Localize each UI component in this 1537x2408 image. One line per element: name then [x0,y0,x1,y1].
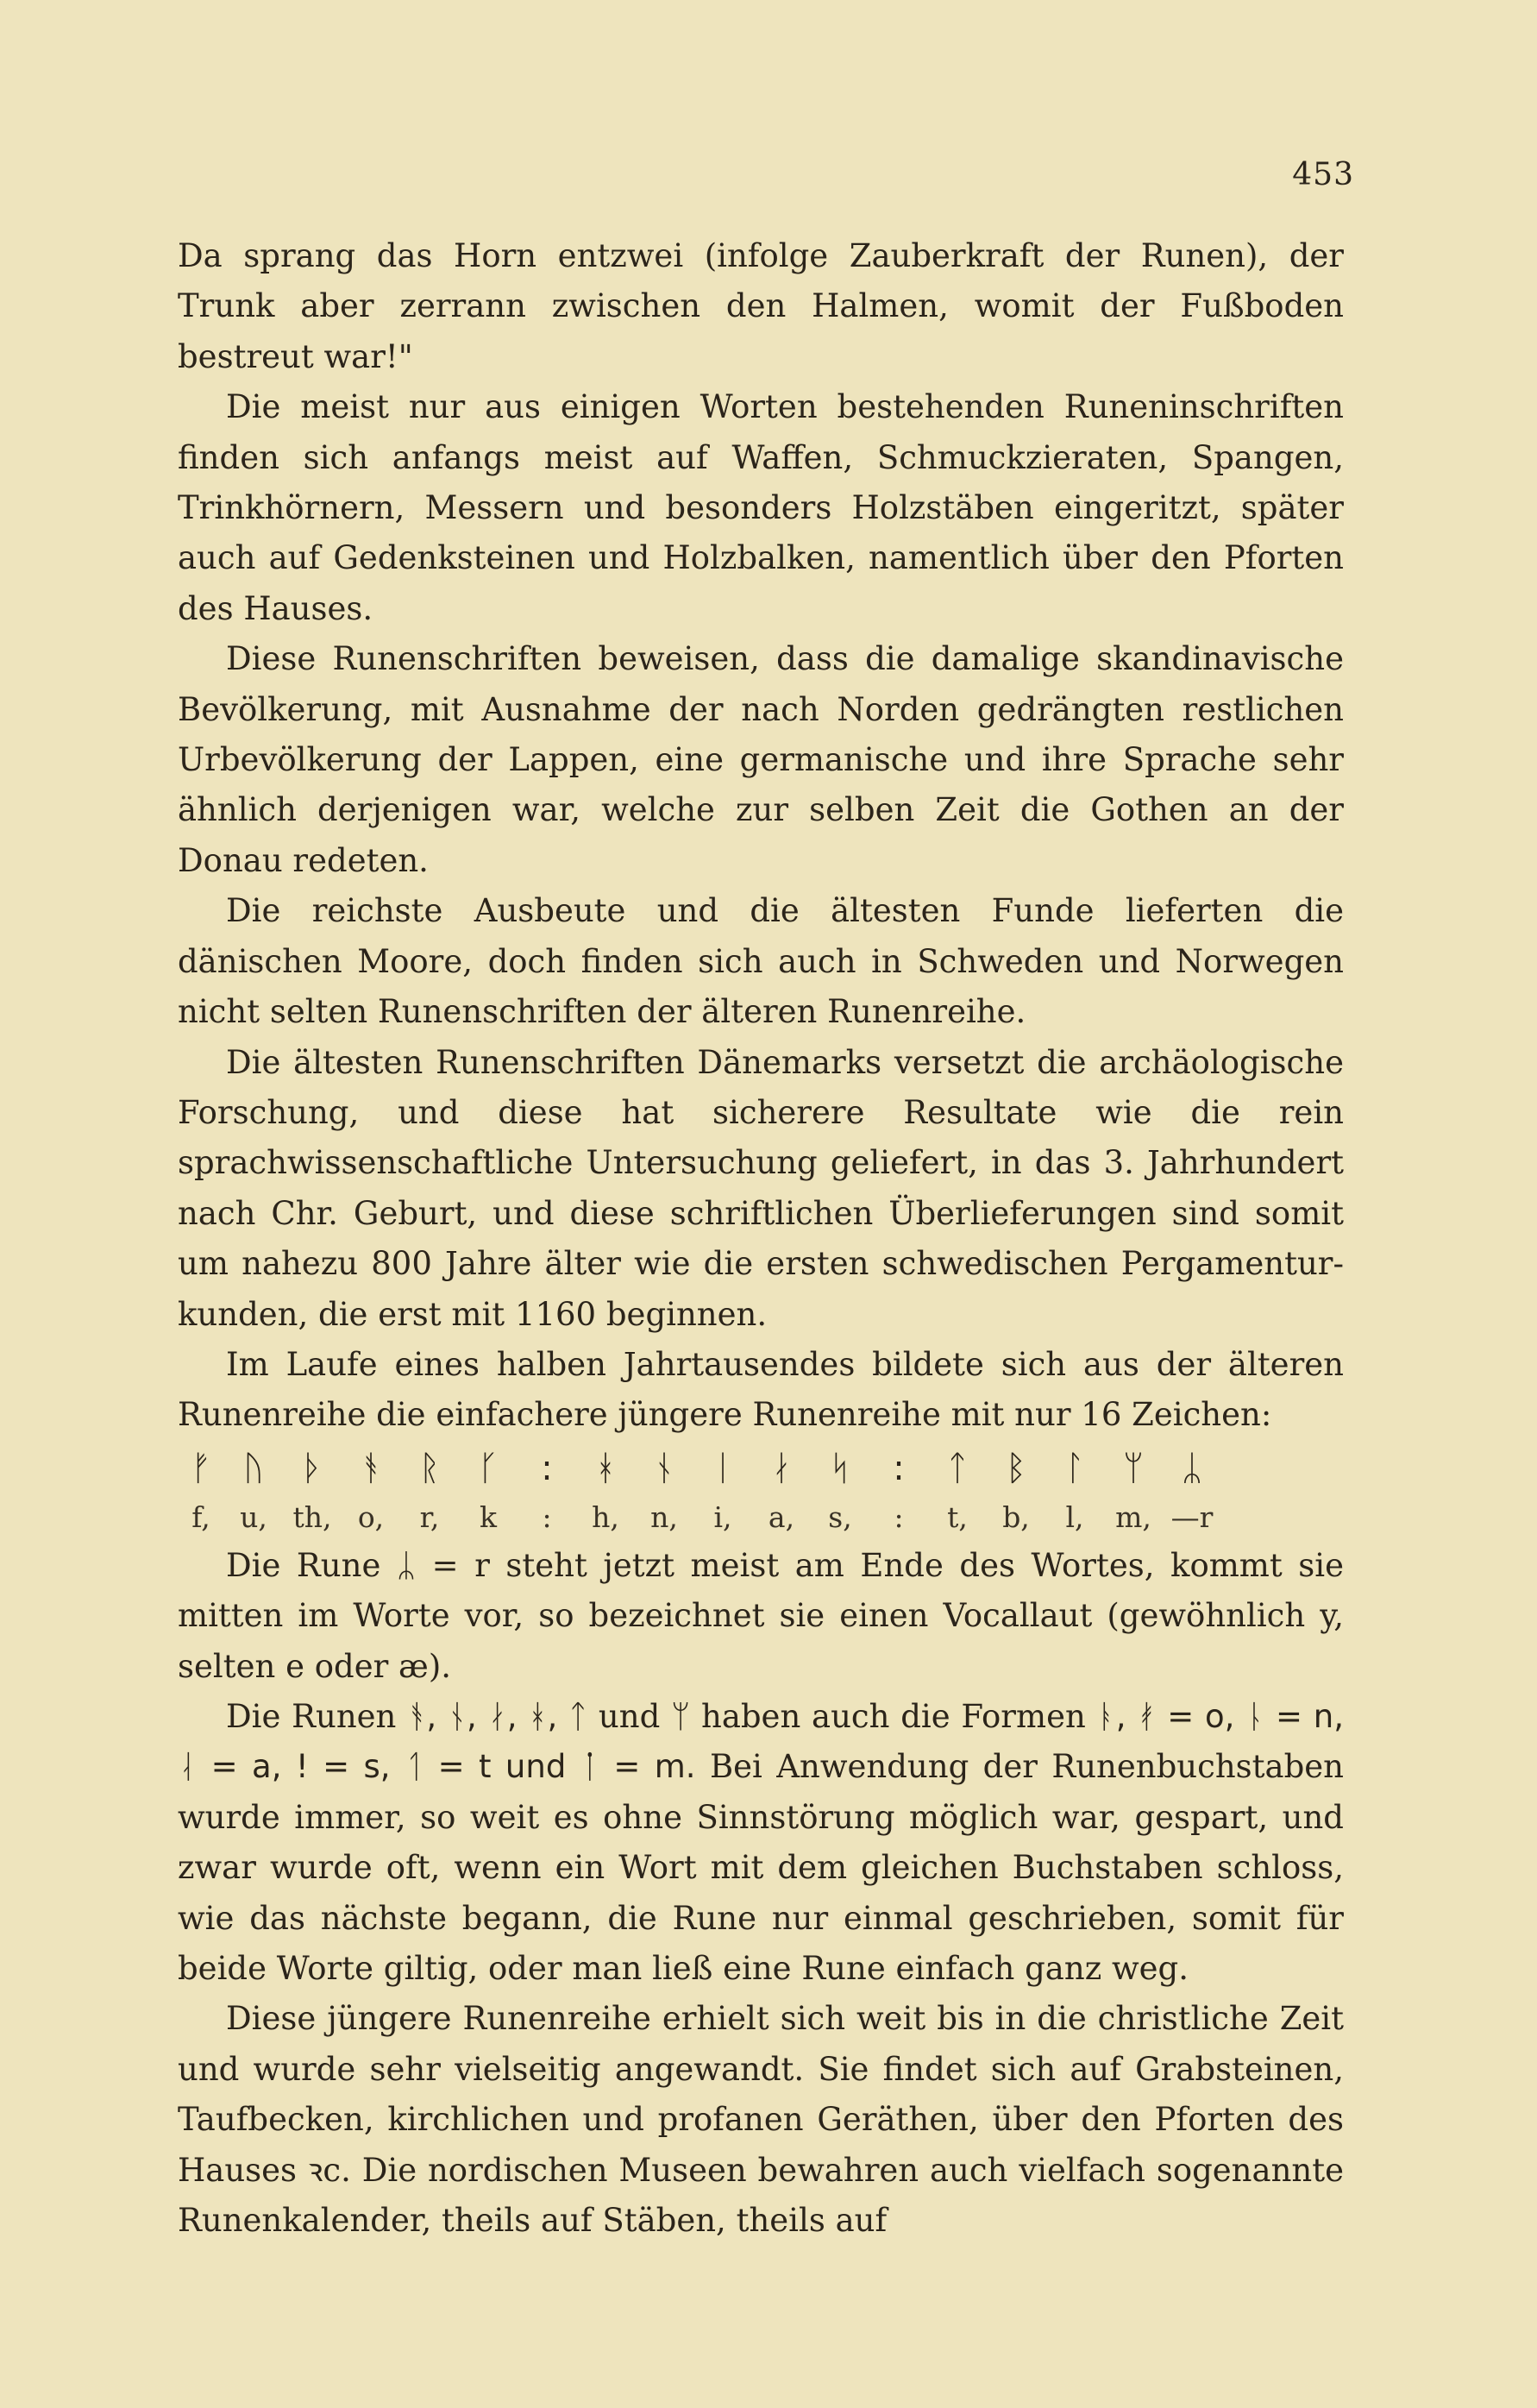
rune-value: l, [1065,1500,1084,1535]
rune-value: —r [1170,1500,1214,1535]
rune-value: i, [713,1500,732,1535]
rune-glyph: ᛏ [947,1448,968,1488]
rune-value: o, [357,1500,385,1535]
rune-glyph: ᛘ [1123,1448,1144,1488]
paragraph-3: Diese Runenschriften beweisen, dass die damalige skandinavische Bevölkerung, mit Ausnahme der nach Norden gedrängten restlichen Urbevölkerung der Lappen, eine germanische und ihre Sprache sehr ähnlich derjenigen war, welche zur selben Zeit die Gothen an der Donau redeten. [178,640,1344,879]
rune-glyph: ᚴ [478,1448,499,1488]
rune-value: u, [240,1500,267,1535]
forms-variants: ᚭ, ᚯ = o, ᚿ = n, ᛆ = a, ! = s, ᛐ = t und ᛙ = m. [178,1697,1344,1786]
paragraph-5: Die ältesten Runenschriften Dänemarks versetzt die archäologische Forschung, und diese hat sicherere Resultate wie die rein sprachwissenschaftliche Untersuchung geliefert, in das 3. Jahrhundert nach Chr. Geburt, und diese schriftlichen Überlieferungen sind somit um nahezu 800 Jahre älter wie die ersten schwedischen Pergamentur-kunden, die erst mit 1160 beginnen. [178,1043,1344,1333]
paragraph-rune-forms [178,1692,1344,1994]
rune-glyph: ᚢ [243,1448,264,1488]
paragraph-rune-r [178,1541,1344,1692]
rune-value-separator: : [542,1500,552,1535]
rune-value: s, [828,1500,852,1535]
paragraph-4: Die reichste Ausbeute und die ältesten Funde lieferten die dänischen Moore, doch finden sich auch in Schweden und Norwegen nicht selten Runenschriften der älteren Runenreihe. [178,892,1344,1031]
rune-r-post: = r steht jetzt meist am Ende des Wortes, kommt sie mitten im Worte vor, so bezeichnet sie einen Vocallaut (gewöhnlich y, selten e oder æ). [178,1546,1345,1685]
rune-separator: : [541,1448,553,1488]
rune-value: r, [419,1500,440,1535]
rune-glyph: ᚼ [595,1448,616,1488]
rune-glyph: ᛅ [771,1448,792,1488]
forms-post1: haben auch die Formen [700,1697,1086,1735]
rune-value: t, [947,1500,968,1535]
rune-value-separator: : [894,1500,904,1535]
rune-glyph: ᛁ [712,1448,733,1488]
forms-runes: ᚬ, ᚾ, ᛅ, ᚼ, ᛏ [407,1697,588,1735]
younger-futhark-runes [178,1443,1344,1494]
rune-glyph: ᛋ [830,1448,850,1488]
rune-value: b, [1002,1500,1030,1535]
rune-glyph: ᛒ [1006,1448,1026,1488]
paragraph-1: Da sprang das Horn entzwei (infolge Zauberkraft der Runen), der Trunk aber zerrann zwischen den Halmen, womit der Fußboden bestreut war!" [178,237,1344,375]
paragraph-2: Die meist nur aus einigen Worten bestehenden Runeninschriften finden sich anfangs meist auf Waffen, Schmuckzieraten, Spangen, Trinkhörnern, Messern und besonders Holzstäben eingeritzt, später auch auf Gedenksteinen und Holzbalken, namentlich über den Pforten des Hauses. [178,388,1344,627]
page-number: 453 [1292,157,1354,192]
forms-rune-m: ᛘ [671,1697,691,1735]
rune-transliteration [178,1494,1344,1541]
rune-value: k [480,1500,497,1535]
rune-glyph: ᚠ [191,1448,211,1488]
forms-pre: Die Runen [226,1697,397,1735]
rune-value: n, [650,1500,678,1535]
rune-value: f, [191,1500,210,1535]
rune-value: h, [592,1500,619,1535]
forms-mid: und [598,1697,661,1735]
rune-glyph: ᚱ [419,1448,440,1488]
rune-glyph: ᚾ [654,1448,674,1488]
rune-glyph: ᛚ [1064,1448,1085,1488]
rune-value: a, [768,1500,795,1535]
forms-post2: Bei Anwendung der Runenbuchstaben wurde immer, so weit es ohne Sinnstörung möglich war, gespart, und zwar wurde oft, wenn ein Wort mit dem gleichen Buchstaben schloss, wie das nächste begann, die Rune nur einmal geschrieben, somit für beide Worte giltig, oder man ließ eine Rune einfach ganz weg. [178,1748,1345,1987]
paragraph-last: Diese jüngere Runenreihe erhielt sich weit bis in die christliche Zeit und wurde sehr vielseitig angewandt. Sie findet sich auf Grabsteinen, Taufbecken, kirchlichen und profanen Geräthen, über den Pforten des Hauses ꝛc. Die nordischen Museen bewahren auch vielfach sogenannte Runenkalender, theils auf Stäben, theils auf [178,2000,1344,2240]
rune-glyph: ᚦ [302,1448,323,1488]
rune-separator: : [893,1448,905,1488]
paragraph-6: Im Laufe eines halben Jahrtausendes bildete sich aus der älteren Runenreihe die einfachere jüngere Runenreihe mit nur 16 Zeichen: [178,1345,1344,1434]
rune-r-pre: Die Rune [226,1546,381,1584]
rune-value: th, [292,1500,332,1535]
rune-value: m, [1115,1500,1151,1535]
body-text [178,231,1344,2246]
rune-glyph: ᚬ [361,1448,381,1488]
rune-r-glyph: ᛦ [396,1546,417,1584]
rune-glyph: ᛦ [1182,1448,1202,1488]
